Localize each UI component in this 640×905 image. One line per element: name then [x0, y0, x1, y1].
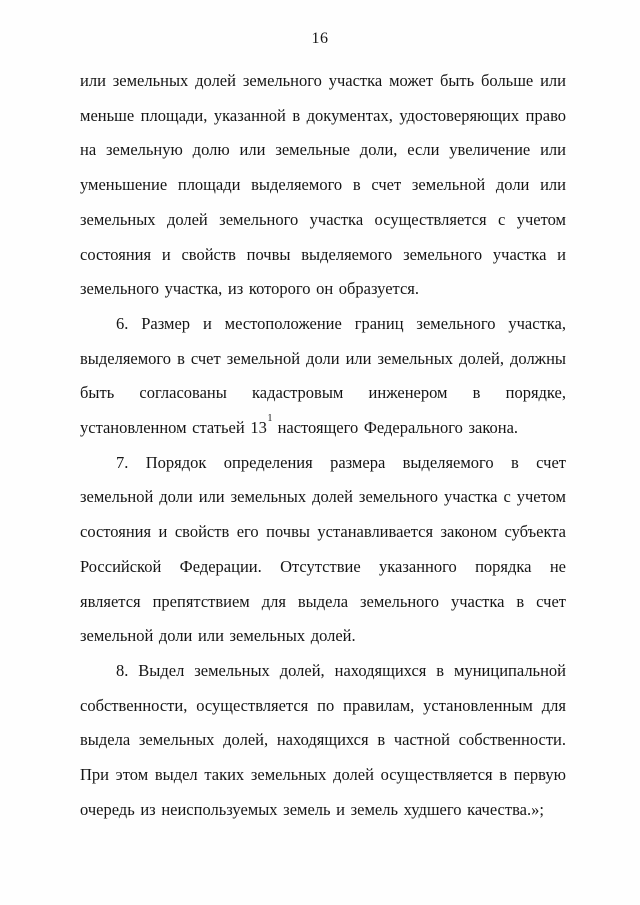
- page-number: 16: [311, 30, 329, 47]
- paragraph-continuation: или земельных долей земельного участка может быть больше или меньше площади, указанной в документах, удостоверяющих право на земельную долю или земельные доли, если увеличение или уменьшение площади выделяемого в счет земельной доли или земельных долей земельного участка осуществляется с учетом состояния и свойств почвы выделяемого земельного участка и земельного участка, из которого он образуется.: [80, 71, 566, 299]
- paragraph-item-6-text-after: настоящего Федерального закона.: [271, 418, 519, 438]
- paragraph-item-8: 8. Выдел земельных долей, находящихся в муниципальной собственности, осуществляется по правилам, установленным для выдела земельных долей, находящихся в частной собственности. При этом выдел таких земельных долей осуществляется в первую очередь из неиспользуемых земель и земель худшего качества.»;: [80, 660, 566, 819]
- document-body: [0, 64, 640, 827]
- paragraph-item-6: [80, 307, 566, 446]
- paragraph-item-6-text: 6. Размер и местоположение границ земельного участка, выделяемого в счет земельной доли или земельных долей, должны быть согласованы кадастровым инженером в порядке, установленном статьей 13: [80, 313, 566, 438]
- paragraph-item-7: 7. Порядок определения размера выделяемого в счет земельной доли или земельных долей земельного участка с учетом состояния и свойств его почвы устанавливается законом субъекта Российской Федерации. Отсутствие указанного порядка не является препятствием для выдела земельного участка в счет земельной доли или земельных долей.: [80, 452, 566, 646]
- article-13-superscript: 1: [267, 412, 273, 424]
